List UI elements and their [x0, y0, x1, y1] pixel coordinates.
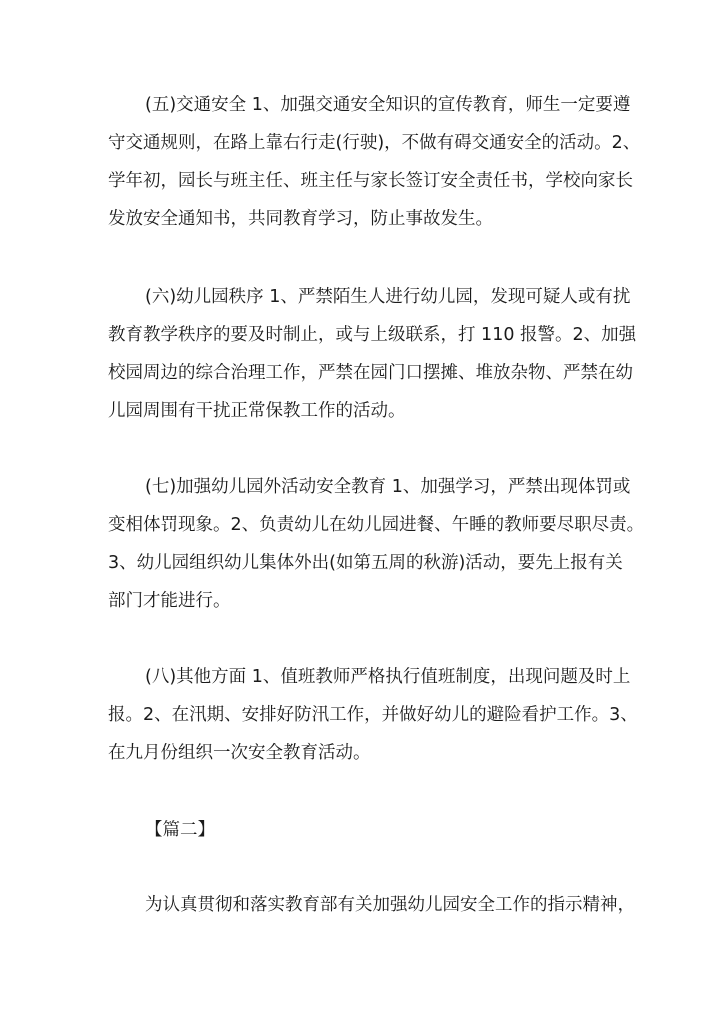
text-line: 变相体罚现象。2、负责幼儿在幼儿园进餐、午睡的教师要尽职尽责。 — [108, 515, 645, 535]
text-line: 教育教学秩序的要及时制止，或与上级联系，打 110 报警。2、加强 — [108, 325, 637, 345]
text-line: (五)交通安全 1、加强交通安全知识的宣传教育，师生一定要遵 — [145, 95, 631, 115]
text-line: 部门才能进行。 — [108, 591, 231, 611]
text-line: 守交通规则，在路上靠右行走(行驶)，不做有碍交通安全的活动。2、 — [108, 133, 641, 153]
text-line: (六)幼儿园秩序 1、严禁陌生人进行幼儿园，发现可疑人或有扰 — [145, 287, 631, 307]
text-line: 为认真贯彻和落实教育部有关加强幼儿园安全工作的指示精神， — [145, 895, 635, 915]
text-line: 报。2、在汛期、安排好防汛工作，并做好幼儿的避险看护工作。3、 — [108, 705, 638, 725]
text-line: 儿园周围有干扰正常保教工作的活动。 — [108, 401, 406, 421]
text-line: 学年初，园长与班主任、班主任与家长签订安全责任书，学校向家长 — [108, 171, 633, 191]
text-line: 发放安全通知书，共同教育学习，防止事故发生。 — [108, 209, 493, 229]
text-line: 【篇二】 — [145, 820, 215, 840]
text-line: 在九月份组织一次安全教育活动。 — [108, 743, 371, 763]
text-line: (八)其他方面 1、值班教师严格执行值班制度，出现问题及时上 — [145, 667, 631, 687]
text-line: 校园周边的综合治理工作，严禁在园门口摆摊、堆放杂物、严禁在幼 — [108, 363, 633, 383]
text-line: (七)加强幼儿园外活动安全教育 1、加强学习，严禁出现体罚或 — [145, 477, 631, 497]
text-line: 3、幼儿园组织幼儿集体外出(如第五周的秋游)活动，要先上报有关 — [108, 553, 623, 573]
